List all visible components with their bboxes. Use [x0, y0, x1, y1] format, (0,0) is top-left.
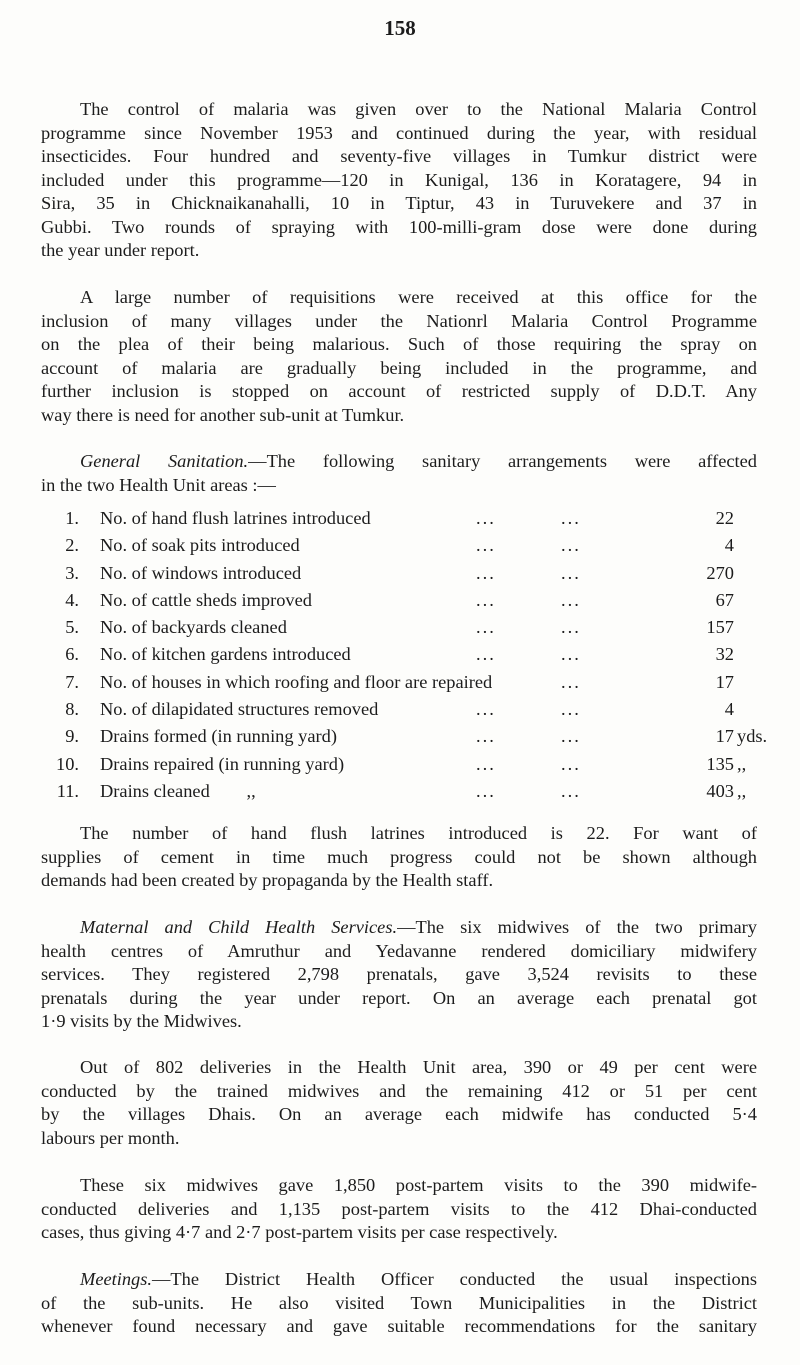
paragraph-post-partem	[41, 1174, 757, 1245]
section-heading-meetings: Meetings.	[80, 1269, 153, 1289]
text-line: The number of hand flush latrines introduced is 22. For want of	[80, 823, 757, 843]
text-line: prenatals during the year under report. On an average each prenatal got	[41, 987, 757, 1008]
text-line: inclusion of many villages under the Nationrl Malaria Control Programme	[41, 310, 757, 331]
text-line: programme since November 1953 and continued during the year, with residual	[41, 122, 757, 143]
list-item: 3. No. of windows introduced ... ... 270	[65, 562, 734, 583]
text-line: of the sub-units. He also visited Town Municipalities in the District	[41, 1292, 757, 1313]
text-line: Maternal and Child Health Services.—The six midwives of the two primary	[80, 917, 757, 937]
page-number: 158	[384, 16, 416, 40]
text-line: Out of 802 deliveries in the Health Unit area, 390 or 49 per cent were	[80, 1057, 757, 1077]
text-line: cases, thus giving 4·7 and 2·7 post-partem visits per case respectively.	[41, 1222, 558, 1242]
paragraph-latrines	[41, 822, 757, 893]
paragraph-maternal-child-health	[41, 916, 757, 1034]
list-item: 8. No. of dilapidated structures removed ... ... 4	[65, 699, 734, 720]
text-line: insecticides. Four hundred and seventy-five villages in Tumkur district were	[41, 146, 757, 166]
text-line: on the plea of their being malarious. Such of those requiring the spray on	[41, 334, 757, 354]
text-line: health centres of Amruthur and Yedavanne rendered domiciliary midwifery	[41, 940, 757, 961]
list-item: 7. No. of houses in which roofing and floor are repaired ... 17	[65, 671, 734, 692]
text-line: General Sanitation.—The following sanitary arrangements were affected	[80, 451, 757, 471]
paragraph-requisitions	[41, 286, 757, 427]
text-line: by the villages Dhais. On an average each midwife has conducted 5·4	[41, 1104, 757, 1124]
text-line: way there is need for another sub-unit at Tumkur.	[41, 404, 405, 425]
text-line: The control of malaria was given over to the National Malaria Control	[80, 99, 757, 119]
text-line: labours per month.	[41, 1127, 180, 1148]
text-line: services. They registered 2,798 prenatals, gave 3,524 revisits to these	[41, 964, 757, 984]
paragraph-deliveries	[41, 1056, 757, 1150]
text-line: Meetings.—The District Health Officer conducted the usual inspections	[80, 1269, 757, 1289]
list-item: 5. No. of backyards cleaned ... ... 157	[65, 617, 734, 638]
list-item: 10. Drains repaired (in running yard) ... ... 135 ,,	[56, 753, 747, 774]
text-line: supplies of cement in time much progress could not be shown although	[41, 846, 757, 867]
list-item: 6. No. of kitchen gardens introduced ... ... 32	[65, 644, 734, 665]
section-heading-general-sanitation: General Sanitation.	[80, 451, 249, 471]
text-line: whenever found necessary and gave suitable recommendations for the sanitary	[41, 1316, 757, 1336]
list-item: 9. Drains formed (in running yard) ... ... 17 yds.	[65, 726, 768, 747]
list-item: 11. Drains cleaned ,, ... ... 403 ,,	[56, 780, 747, 801]
text-line: the year under report.	[41, 240, 200, 260]
paragraph-meetings	[41, 1268, 757, 1339]
paragraph-malaria-control	[41, 98, 757, 263]
list-item: 4. No. of cattle sheds improved ... ... 67	[65, 589, 734, 610]
paragraph-general-sanitation	[41, 450, 757, 497]
text-line: conducted by the trained midwives and the remaining 412 or 51 per cent	[41, 1080, 757, 1101]
list-item: 1. No. of hand flush latrines introduced ... ... 22	[65, 508, 734, 528]
text-line: in the two Health Unit areas :—	[41, 474, 276, 495]
text-line: further inclusion is stopped on account of restricted supply of D.D.T. Any	[41, 381, 757, 401]
text-line: included under this programme—120 in Kunigal, 136 in Koratagere, 94 in	[41, 169, 757, 190]
text-line: conducted deliveries and 1,135 post-partem visits to the 412 Dhai-conducted	[41, 1198, 757, 1219]
text-line: account of malaria are gradually being included in the programme, and	[41, 357, 757, 378]
text-line: demands had been created by propaganda by the Health staff.	[41, 870, 494, 890]
text-line: Sira, 35 in Chicknaikanahalli, 10 in Tiptur, 43 in Turuvekere and 37 in	[41, 193, 757, 213]
text-line: 1·9 visits by the Midwives.	[41, 1011, 242, 1031]
text-line: A large number of requisitions were received at this office for the	[80, 287, 757, 307]
section-heading-maternal: Maternal and Child Health Services.	[80, 917, 398, 937]
list-item: 2. No. of soak pits introduced ... ... 4	[65, 535, 734, 556]
text-line: These six midwives gave 1,850 post-partem visits to the 390 midwife-	[80, 1175, 757, 1195]
sanitary-arrangements-list	[41, 508, 768, 808]
text-line: Gubbi. Two rounds of spraying with 100-milli-gram dose were done during	[41, 216, 757, 237]
